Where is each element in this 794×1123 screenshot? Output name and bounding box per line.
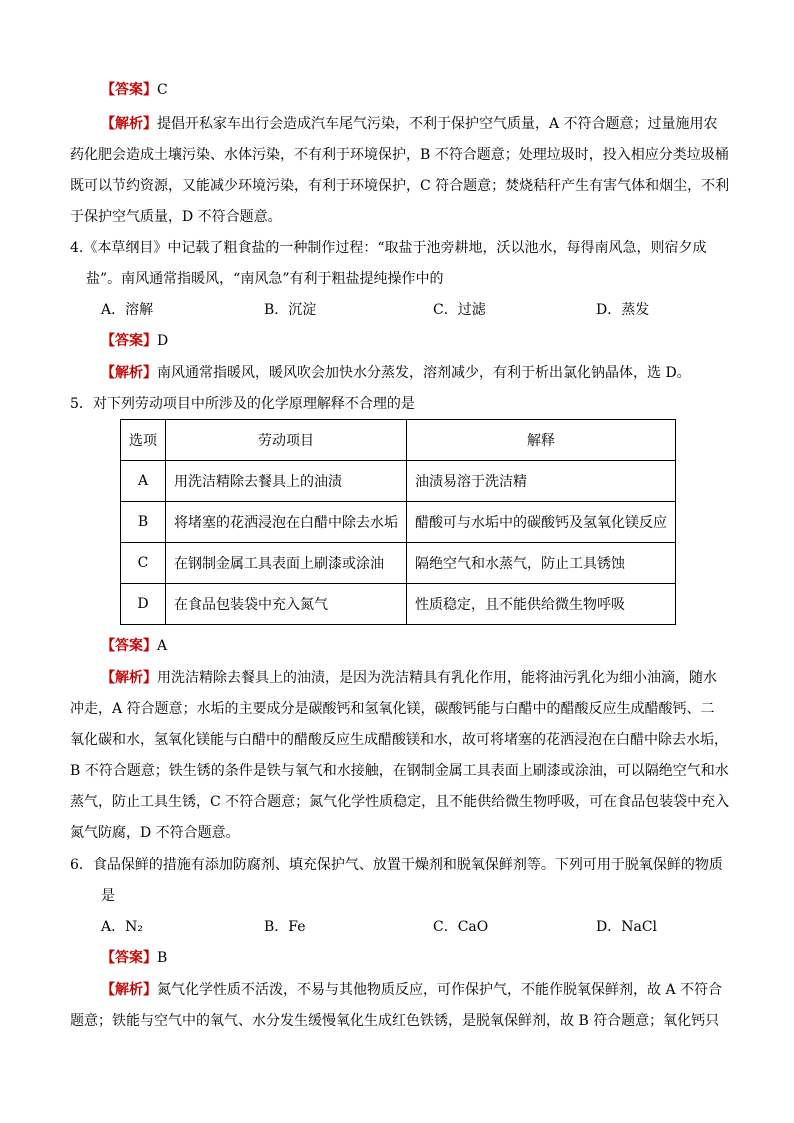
- table-header: 劳动项目: [166, 420, 407, 461]
- q6-option-a: A．N₂: [101, 919, 143, 935]
- q6-stem: 是: [101, 888, 115, 904]
- q3-answer: 【答案】C: [101, 82, 168, 98]
- q5-analysis-line: B 不符合题意；铁生锈的条件是铁与氧气和水接触，在钢制金属工具表面上刷漆或涂油，可以隔绝空气和水: [70, 763, 729, 779]
- table-cell: 在钢制金属工具表面上刷漆或涂油: [166, 543, 407, 584]
- table-cell: B: [121, 502, 166, 543]
- table-cell: A: [121, 461, 166, 502]
- answer-tag: 【答案】: [101, 333, 157, 349]
- answer-tag: 【答案】: [101, 82, 157, 98]
- table-header-row: [121, 420, 676, 461]
- q6-stem: 6．食品保鲜的措施有添加防腐剂、填充保护气、放置干燥剂和脱氧保鲜剂等。下列可用于脱氧保鲜的物质: [70, 857, 723, 873]
- q6-options: [0, 917, 794, 937]
- q6-answer: 【答案】B: [101, 950, 168, 966]
- table-cell: 用洗洁精除去餐具上的油渍: [166, 461, 407, 502]
- q4-options: [0, 300, 794, 320]
- table-row: [121, 543, 676, 584]
- q3-analysis-line: 【解析】提倡开私家车出行会造成汽车尾气污染，不利于保护空气质量，A 不符合题意；过量施用农: [101, 116, 718, 132]
- table-header: 选项: [121, 420, 166, 461]
- q5-table: [120, 419, 676, 625]
- table-header: 解释: [407, 420, 676, 461]
- table-cell: 在食品包装袋中充入氮气: [166, 584, 407, 625]
- q3-analysis-line: 既可以节约资源，又能减少环境污染，有利于环境保护，C 符合题意；焚烧秸秆产生有害气体和烟尘，不利: [70, 178, 730, 194]
- table-cell: C: [121, 543, 166, 584]
- q5-stem: 5．对下列劳动项目中所涉及的化学原理解释不合理的是: [70, 396, 415, 412]
- q4-option-d: D．蒸发: [596, 302, 650, 318]
- table-cell: 隔绝空气和水蒸气，防止工具锈蚀: [407, 543, 676, 584]
- q6-analysis-line: 题意；铁能与空气中的氧气、水分发生缓慢氧化生成红色铁锈，是脱氧保鲜剂，故 B 符合题意；氧化钙只: [70, 1013, 720, 1029]
- q5-analysis-line: 【解析】用洗洁精除去餐具上的油渍，是因为洗洁精具有乳化作用，能将油污乳化为细小油滴，随水: [101, 670, 717, 686]
- q5-analysis-line: 氧化碳和水，氢氧化镁能与白醋中的醋酸反应生成醋酸镁和水，故可将堵塞的花洒浸泡在白醋中除去水垢，: [70, 732, 728, 748]
- table-row: [121, 461, 676, 502]
- answer-tag: 【答案】: [101, 950, 157, 966]
- q5-analysis-line: 蒸气，防止工具生锈，C 不符合题意；氮气化学性质稳定，且不能供给微生物呼吸，可在食品包装袋中充入: [70, 794, 730, 810]
- table-cell: D: [121, 584, 166, 625]
- table-cell: 性质稳定，且不能供给微生物呼吸: [407, 584, 676, 625]
- analysis-tag: 【解析】: [101, 670, 157, 686]
- q4-stem: 盐”。南风通常指暖风，“南风急”有利于粗盐提纯操作中的: [86, 271, 444, 287]
- table-row: [121, 502, 676, 543]
- q4-analysis-line: 【解析】南风通常指暖风，暖风吹会加快水分蒸发，溶剂减少，有利于析出氯化钠晶体，选 D。: [101, 365, 691, 381]
- analysis-tag: 【解析】: [101, 116, 157, 132]
- table-cell: 醋酸可与水垢中的碳酸钙及氢氧化镁反应: [407, 502, 676, 543]
- q4-answer: 【答案】D: [101, 333, 169, 349]
- analysis-tag: 【解析】: [101, 365, 157, 381]
- q6-analysis-line: 【解析】氮气化学性质不活泼，不易与其他物质反应，可作保护气，不能作脱氧保鲜剂，故 A 不符合: [101, 982, 723, 998]
- q4-option-a: A．溶解: [101, 302, 154, 318]
- q6-option-b: B．Fe: [264, 919, 306, 935]
- table-row: [121, 584, 676, 625]
- q4-stem: 4.《本草纲目》中记载了粗食盐的一种制作过程：“取盐于池旁耕地，沃以池水，每得南风急，则宿夕成: [70, 240, 707, 256]
- q3-analysis-line: 药化肥会造成土壤污染、水体污染，不有利于环境保护，B 不符合题意；处理垃圾时，投入相应分类垃圾桶: [70, 147, 729, 163]
- q3-analysis-line: 于保护空气质量，D 不符合题意。: [70, 209, 282, 225]
- q6-option-c: C．CaO: [433, 919, 489, 935]
- table-cell: 将堵塞的花洒浸泡在白醋中除去水垢: [166, 502, 407, 543]
- q6-option-d: D．NaCl: [596, 919, 658, 935]
- table-cell: 油渍易溶于洗洁精: [407, 461, 676, 502]
- q5-analysis-line: 冲走，A 符合题意；水垢的主要成分是碳酸钙和氢氧化镁，碳酸钙能与白醋中的醋酸反应生成醋酸钙、二: [70, 701, 715, 717]
- q5-answer: 【答案】A: [101, 638, 168, 654]
- q4-option-b: B．沉淀: [264, 302, 317, 318]
- analysis-tag: 【解析】: [101, 982, 157, 998]
- answer-tag: 【答案】: [101, 638, 157, 654]
- q4-option-c: C．过滤: [433, 302, 486, 318]
- q5-analysis-line: 氮气防腐，D 不符合题意。: [70, 825, 240, 841]
